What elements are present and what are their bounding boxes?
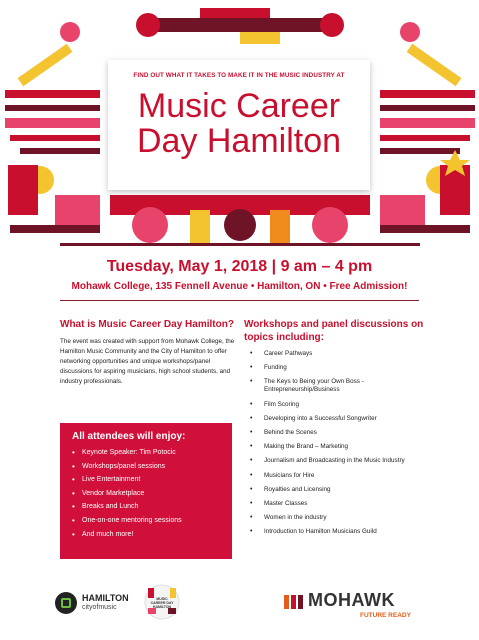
topics-heading: Workshops and panel discussions on topics including: xyxy=(244,319,424,343)
topic-item: • Making the Brand – Marketing xyxy=(244,443,434,451)
benefit-item: • And much more! xyxy=(72,528,232,542)
about-section xyxy=(60,318,235,387)
sponsor-footer xyxy=(0,575,479,640)
topic-item: • Royalties and Licensing xyxy=(244,486,434,494)
benefit-item: • Live Entertainment xyxy=(72,473,232,487)
benefit-item: • Vendor Marketplace xyxy=(72,487,232,501)
topic-item: • Women in the industry xyxy=(244,514,434,522)
benefits-list xyxy=(60,446,232,541)
divider xyxy=(60,300,419,301)
hamilton-name: HAMILTON xyxy=(82,593,129,603)
about-heading: What is Music Career Day Hamilton? xyxy=(60,319,234,330)
topics-list xyxy=(244,350,434,536)
title-card xyxy=(108,60,370,190)
topic-item: • Film Scoring xyxy=(244,401,434,409)
attendee-benefits-box xyxy=(60,423,232,559)
topic-item: • Introduction to Hamilton Musicians Guild xyxy=(244,528,434,536)
topic-item: • Funding xyxy=(244,364,434,372)
benefits-heading: All attendees will enjoy: xyxy=(72,431,186,442)
event-title-line1: Music Career xyxy=(137,87,341,125)
benefit-item: • One-on-one mentoring sessions xyxy=(72,514,232,528)
event-date: Tuesday, May 1, 2018 | 9 am – 4 pm xyxy=(106,258,373,275)
topic-item: • Journalism and Broadcasting in the Music Industry xyxy=(244,457,434,465)
topic-item: • The Keys to Being your Own Boss - Entrepreneurship/Business xyxy=(244,378,434,394)
about-text: The event was created with support from Mohawk College, the Hamilton Music Community and the City of Hamilton to offer networking opportunities and unique workshops/panel discussions for aspiring musicians, high school students, and industry professionals. xyxy=(60,338,235,385)
topic-item: • Musicians for Hire xyxy=(244,472,434,480)
benefit-item: • Workshops/panel sessions xyxy=(72,460,232,474)
title-kicker: FIND OUT WHAT IT TAKES TO MAKE IT IN THE MUSIC INDUSTRY AT xyxy=(133,72,345,79)
event-title xyxy=(108,89,370,159)
topic-item: • Behind the Scenes xyxy=(244,429,434,437)
event-banner xyxy=(0,0,479,250)
topics-section xyxy=(244,318,434,542)
mohawk-name: MOHAWK xyxy=(308,590,395,610)
topic-item: • Developing into a Successful Songwriter xyxy=(244,415,434,423)
music-career-day-logo-text: MUSIC CAREER DAY HAMILTON xyxy=(150,597,174,609)
mohawk-tagline: FUTURE READY xyxy=(360,612,411,619)
benefit-item: • Breaks and Lunch xyxy=(72,500,232,514)
topic-item: • Master Classes xyxy=(244,500,434,508)
topic-item: • Career Pathways xyxy=(244,350,434,358)
event-title-line2: Day Hamilton xyxy=(136,122,342,160)
benefit-item: • Keynote Speaker: Tim Potocic xyxy=(72,446,232,460)
hamilton-logo-icon xyxy=(55,592,77,614)
event-location: Mohawk College, 135 Fennell Avenue • Hamilton, ON • Free Admission! xyxy=(71,281,408,292)
hamilton-subtitle: cityofmusic xyxy=(82,604,117,611)
mohawk-logo-icon xyxy=(284,595,304,609)
